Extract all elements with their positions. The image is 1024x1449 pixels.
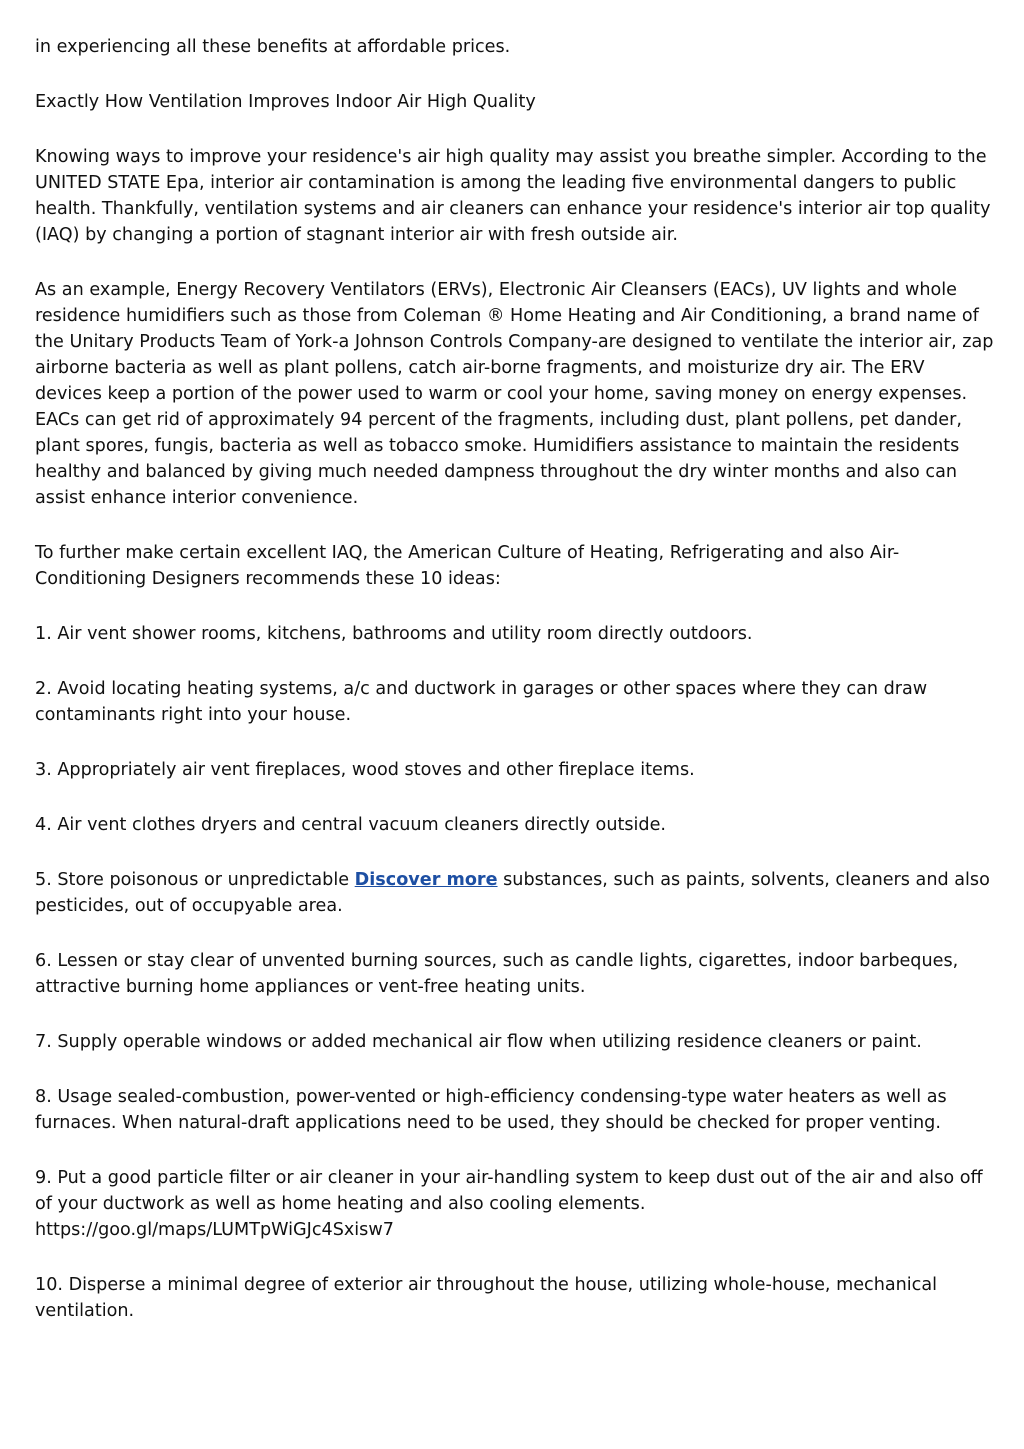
list-item-6: 6. Lessen or stay clear of unvented burning sources, such as candle lights, cigarettes, indoor barbeques, attractive burning home appliances or vent-free heating units.	[35, 951, 959, 997]
list-item-1: 1. Air vent shower rooms, kitchens, bathrooms and utility room directly outdoors.	[35, 624, 753, 644]
section-heading: Exactly How Ventilation Improves Indoor Air High Quality	[35, 92, 536, 112]
list-item-5-text-before: 5. Store poisonous or unpredictable	[35, 870, 355, 890]
list-item-10: 10. Disperse a minimal degree of exterior air throughout the house, utilizing whole-house, mechanical ventilation.	[35, 1275, 938, 1321]
paragraph-products-example: As an example, Energy Recovery Ventilators (ERVs), Electronic Air Cleansers (EACs), UV lights and whole residence humidifiers such as those from Coleman ® Home Heating and Air Conditioning, a brand name of the Unitary Products Team of York-a Johnson Controls Company-are designed to ventilate the interior air, zap airborne bacteria as well as plant pollens, catch air-borne fragments, and moisturize dry air. The ERV devices keep a portion of the power used to warm or cool your home, saving money on energy expenses. EACs can get rid of approximately 94 percent of the fragments, including dust, plant pollens, pet dander, plant spores, fungis, bacteria as well as tobacco smoke. Humidifiers assistance to maintain the residents healthy and balanced by giving much needed dampness throughout the dry winter months and also can assist enhance interior convenience.	[35, 280, 994, 508]
list-item-5-text-after: substances, such as paints, solvents, cleaners and also pesticides, out of occupyable area.	[35, 870, 990, 916]
discover-more-link[interactable]: Discover more	[354, 870, 498, 890]
intro-tail-paragraph: in experiencing all these benefits at affordable prices.	[35, 37, 511, 57]
list-item-7: 7. Supply operable windows or added mechanical air flow when utilizing residence cleaners or paint.	[35, 1032, 922, 1052]
list-item-4: 4. Air vent clothes dryers and central vacuum cleaners directly outside.	[35, 815, 667, 835]
paragraph-air-quality: Knowing ways to improve your residence's air high quality may assist you breathe simpler. According to the UNITED STATE Epa, interior air contamination is among the leading five environmental dangers to public health. Thankfully, ventilation systems and air cleaners can enhance your residence's interior air top quality (IAQ) by changing a portion of stagnant interior air with fresh outside air.	[35, 147, 991, 245]
list-item-5	[35, 867, 995, 919]
paragraph-recommendations-intro: To further make certain excellent IAQ, the American Culture of Heating, Refrigerating and also Air-Conditioning Designers recommends these 10 ideas:	[35, 543, 900, 589]
list-item-8: 8. Usage sealed-combustion, power-vented or high-efficiency condensing-type water heaters as well as furnaces. When natural-draft applications need to be used, they should be checked for proper venting.	[35, 1087, 947, 1133]
list-item-2: 2. Avoid locating heating systems, a/c and ductwork in garages or other spaces where they can draw contaminants right into your house.	[35, 679, 928, 725]
list-item-9: 9. Put a good particle filter or air cleaner in your air-handling system to keep dust out of the air and also off of your ductwork as well as home heating and also cooling elements. https://goo.gl/maps/LUMTpWiGJc4Sxisw7	[35, 1168, 983, 1240]
document-body	[35, 34, 995, 1353]
list-item-3: 3. Appropriately air vent fireplaces, wood stoves and other fireplace items.	[35, 760, 695, 780]
